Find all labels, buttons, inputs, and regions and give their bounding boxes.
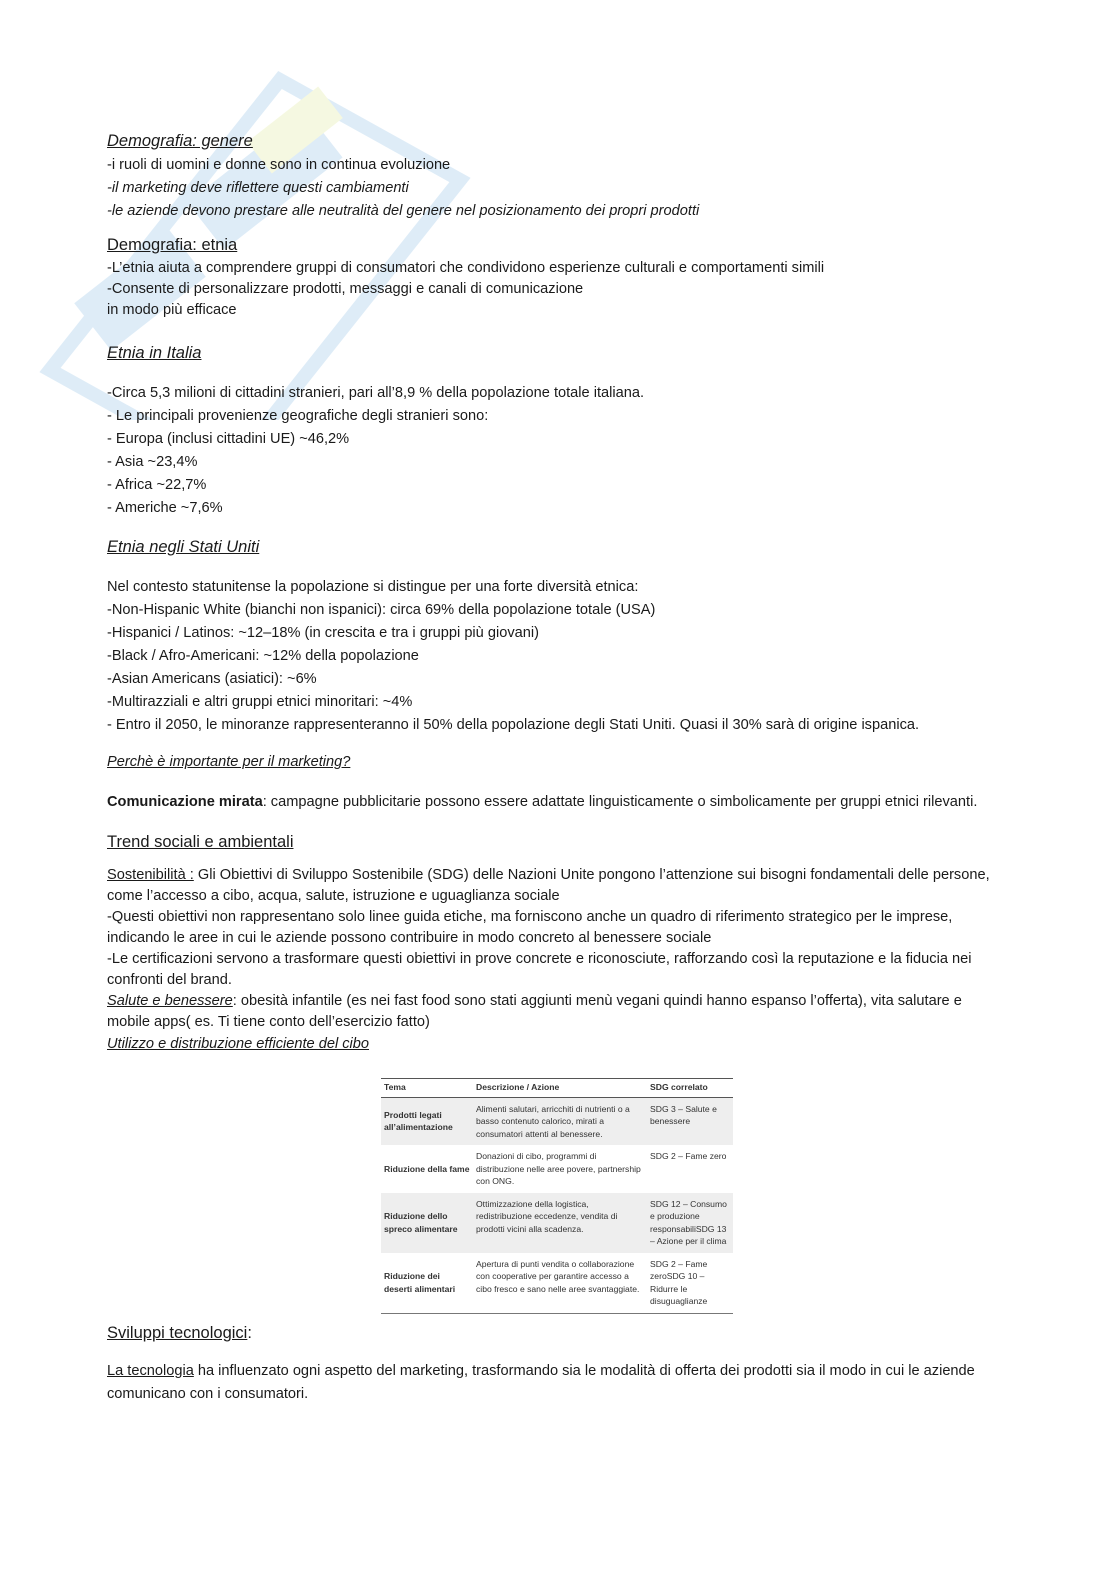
table-cell: Riduzione della fame: [384, 1163, 470, 1174]
paragraph-text: : obesità infantile (es nei fast food sono stati aggiunti menù vegani quindi hanno espanso l’offerta), vita salutare e mobile apps( es. Ti tiene conto dell’esercizio fatto): [107, 993, 962, 1030]
table-header-row: [381, 1079, 733, 1098]
paragraph-text: : campagne pubblicitarie possono essere adattate linguisticamente o simbolicamente per gruppi etnici rilevanti.: [262, 794, 978, 810]
section-heading: Etnia in Italia: [107, 344, 202, 362]
bullet-line: - Entro il 2050, le minoranze rappresenteranno il 50% della popolazione degli Stati Uniti. Quasi il 30% sarà di origine ispanica.: [107, 717, 920, 733]
table-row: [381, 1253, 733, 1314]
paragraph: [107, 991, 1007, 1033]
bullet-line: -le aziende devono prestare alle neutralità del genere nel posizionamento dei propri prodotti: [107, 203, 700, 219]
section-demografia-etnia: [107, 232, 1007, 321]
bullet-line: - Asia ~23,4%: [107, 454, 198, 470]
table-cell: Prodotti legati all’alimentazione: [381, 1097, 473, 1145]
column-header: SDG correlato: [647, 1079, 733, 1098]
section-heading: Demografia: genere: [107, 132, 253, 150]
table-cell: Apertura di punti vendita o collaborazione con cooperative per garantire accesso a cibo fresco e sano nelle aree svantaggiate.: [473, 1253, 647, 1314]
bullet-line: - Americhe ~7,6%: [107, 500, 223, 516]
section-heading: Perchè è importante per il marketing?: [107, 754, 351, 770]
term-label: Salute e benessere: [107, 993, 233, 1009]
heading-colon: :: [247, 1323, 252, 1342]
bullet-line: -Circa 5,3 milioni di cittadini stranieri, pari all’8,9 % della popolazione totale italiana.: [107, 385, 645, 401]
paragraph: Nel contesto statunitense la popolazione si distingue per una forte diversità etnica:: [107, 579, 639, 595]
bullet-line: -Consente di personalizzare prodotti, messaggi e canali di comunicazione: [107, 281, 584, 297]
bullet-line: in modo più efficace: [107, 302, 237, 318]
sdg-table-container: [107, 1078, 1007, 1314]
table-cell: Donazioni di cibo, programmi di distribuzione nelle aree povere, partnership con ONG.: [476, 1151, 641, 1186]
bullet-line: -Non-Hispanic White (bianchi non ispanici): circa 69% della popolazione totale (USA): [107, 602, 656, 618]
table-cell: SDG 12 – Consumo e produzione responsabiliSDG 13 – Azione per il clima: [647, 1193, 733, 1253]
table-cell: Riduzione dei deserti alimentari: [381, 1253, 473, 1314]
document-page: [107, 128, 1007, 1406]
column-header: Descrizione / Azione: [473, 1079, 647, 1098]
paragraph: [107, 865, 1007, 907]
bullet-line: - Europa (inclusi cittadini UE) ~46,2%: [107, 431, 350, 447]
bullet-line: -Hispanici / Latinos: ~12–18% (in crescita e tra i gruppi più giovani): [107, 625, 539, 641]
bullet-line: -Questi obiettivi non rappresentano solo linee guida etiche, ma forniscono anche un quadro di riferimento strategico per le imprese, indicando le aree in cui le aziende possono contribuire in modo concreto al benessere sociale: [107, 909, 953, 946]
term-label: La tecnologia: [107, 1362, 194, 1379]
section-demografia-genere: [107, 128, 1007, 223]
section-perche-importante: [107, 751, 1007, 815]
section-heading: Sviluppi tecnologici: [107, 1323, 248, 1342]
table-cell: SDG 2 – Fame zero: [650, 1151, 727, 1161]
bullet-line: -Black / Afro-Americani: ~12% della popolazione: [107, 648, 419, 664]
section-trend-sociali: [107, 829, 1007, 1056]
bullet-line: - Le principali provenienze geografiche degli stranieri sono:: [107, 408, 489, 424]
table-cell: SDG 3 – Salute e benessere: [647, 1097, 733, 1145]
bullet-line: -Multirazziali e altri gruppi etnici minoritari: ~4%: [107, 694, 413, 710]
sdg-table: [381, 1078, 733, 1314]
table-cell: SDG 2 – Fame zeroSDG 10 – Ridurre le disuguaglianze: [647, 1253, 733, 1314]
table-cell: Alimenti salutari, arricchiti di nutrienti o a basso contenuto calorico, mirati a consumatori attenti al benessere.: [473, 1097, 647, 1145]
table-cell: Riduzione dello spreco alimentare: [381, 1193, 473, 1253]
section-heading: Etnia negli Stati Uniti: [107, 538, 260, 556]
bullet-line: -Le certificazioni servono a trasformare questi obiettivi in prove concrete e riconosciute, rafforzando così la reputazione e la fiducia nei confronti del brand.: [107, 951, 972, 988]
section-heading-line: [107, 1320, 1007, 1346]
bullet-line: - Africa ~22,7%: [107, 477, 207, 493]
table-row: [381, 1145, 733, 1193]
section-etnia-italia: [107, 340, 1007, 520]
paragraph-text: ha influenzato ogni aspetto del marketing, trasformando sia le modalità di offerta dei prodotti sia il modo in cui le aziende comunicano con i consumatori.: [107, 1362, 975, 1402]
table-row: [381, 1193, 733, 1253]
term-label: Sostenibilità :: [107, 867, 194, 883]
bullet-line: -il marketing deve riflettere questi cambiamenti: [107, 180, 409, 196]
section-etnia-usa: [107, 534, 1007, 737]
bullet-line: -L’etnia aiuta a comprendere gruppi di consumatori che condividono esperienze culturali e comportamenti simili: [107, 260, 825, 276]
bullet-line: -Asian Americans (asiatici): ~6%: [107, 671, 317, 687]
paragraph-text: Gli Obiettivi di Sviluppo Sostenibile (SDG) delle Nazioni Unite pongono l’attenzione sui bisogni fondamentali delle persone, come l’accesso a cibo, acqua, salute, istruzione e uguaglianza sociale: [107, 867, 990, 904]
column-header: Tema: [381, 1079, 473, 1098]
table-row: [381, 1097, 733, 1145]
subsection-heading: Utilizzo e distribuzione efficiente del cibo: [107, 1036, 370, 1052]
bullet-line: -i ruoli di uomini e donne sono in continua evoluzione: [107, 157, 451, 173]
section-heading: Trend sociali e ambientali: [107, 833, 294, 851]
paragraph: [107, 1360, 1007, 1406]
paragraph: [107, 790, 1007, 815]
bold-term: Comunicazione mirata: [107, 794, 263, 810]
section-heading: Demografia: etnia: [107, 236, 238, 254]
section-sviluppi-tecnologici: [107, 1320, 1007, 1406]
table-cell: Ottimizzazione della logistica, redistribuzione eccedenze, vendita di prodotti vicini alla scadenza.: [473, 1193, 647, 1253]
